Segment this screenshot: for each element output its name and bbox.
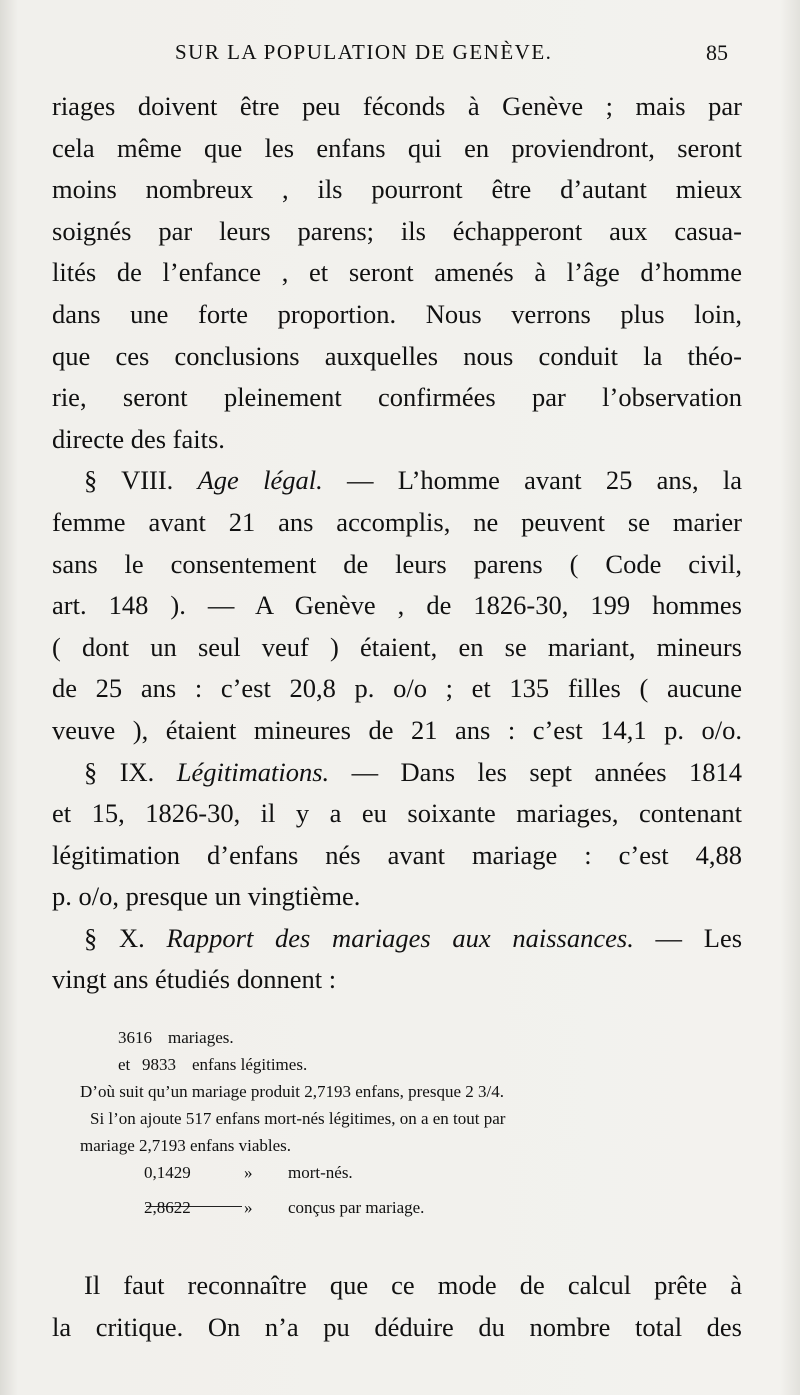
text-line: lités de l’enfance , et seront amenés à l’âge d’homme xyxy=(52,257,742,288)
text-line: légitimation d’enfans nés avant mariage : c’est 4,88 xyxy=(52,839,742,870)
text-line: et 15, 1826-30, il y a eu soixante mariages, contenant xyxy=(52,798,742,829)
calc-line xyxy=(80,1159,750,1186)
text-line: moins nombreux , ils pourront être d’autant mieux xyxy=(52,174,742,205)
section-first-text: — L’homme avant 25 ans, la xyxy=(347,465,743,496)
text-line: ( dont un seul veuf ) étaient, en se mariant, mineurs xyxy=(52,631,742,662)
text-line: riages doivent être peu féconds à Genève ; mais par xyxy=(52,91,742,121)
text-line: art. 148 ). — A Genève , de 1826-30, 199 hommes xyxy=(52,590,742,621)
running-title: SUR LA POPULATION DE GENÈVE. xyxy=(175,40,553,64)
calc-label: conçus par mariage. xyxy=(288,1198,425,1217)
calculation-block xyxy=(80,1024,750,1221)
section-heading-viii xyxy=(52,460,742,502)
section-mark: § VIII. xyxy=(84,465,174,496)
text-line: que ces conclusions auxquelles nous conduit la théo- xyxy=(52,340,742,371)
calc-ditto: » xyxy=(244,1198,253,1217)
calc-number: 9833 xyxy=(142,1055,176,1074)
section-heading-ix xyxy=(52,752,742,794)
section-mark: § IX. xyxy=(84,756,155,787)
text-line: soignés par leurs parens; ils échapperont aux casua- xyxy=(52,215,742,246)
text-line: rie, seront pleinement confirmées par l’observation xyxy=(52,382,742,413)
text-line: veuve ), étaient mineures de 21 ans : c’est 14,1 p. o/o. xyxy=(52,714,742,745)
calc-number: 0,1429 xyxy=(144,1163,191,1182)
section-heading-x xyxy=(52,918,742,960)
calc-prefix: et xyxy=(118,1055,131,1074)
section-title: Rapport des mariages aux naissances. xyxy=(166,922,634,953)
calc-line: mariage 2,7193 enfans viables. xyxy=(80,1136,292,1155)
body-text xyxy=(52,86,742,1001)
running-head xyxy=(0,40,800,80)
closing-text xyxy=(52,1265,742,1348)
text-line: cela même que les enfans qui en proviendront, seront xyxy=(52,132,742,163)
text-line: vingt ans étudiés donnent : xyxy=(52,964,337,995)
text-line: la critique. On n’a pu déduire du nombre total des xyxy=(52,1311,742,1342)
text-line: p. o/o, presque un vingtième. xyxy=(52,881,361,912)
text-line: directe des faits. xyxy=(52,423,225,454)
section-first-text: — Dans les sept années 1814 xyxy=(351,756,743,787)
section-title: Légitimations. xyxy=(176,756,330,787)
calc-line xyxy=(80,1024,750,1051)
text-line: Il faut reconnaître que ce mode de calcul prête à xyxy=(84,1270,742,1300)
calc-line xyxy=(80,1194,750,1221)
calc-number: 2,8622 xyxy=(144,1198,191,1217)
section-mark: § X. xyxy=(84,922,145,953)
section-title: Age légal. xyxy=(197,465,323,496)
page-number: 85 xyxy=(706,40,728,65)
calc-label: mort-nés. xyxy=(288,1163,353,1182)
calc-line: Si l’on ajoute 517 enfans mort-nés légitimes, on a en tout par xyxy=(90,1109,506,1128)
text-line: de 25 ans : c’est 20,8 p. o/o ; et 135 filles ( aucune xyxy=(52,673,742,704)
calc-number: 3616 xyxy=(118,1028,152,1047)
text-line: femme avant 21 ans accomplis, ne peuvent se marier xyxy=(52,506,742,537)
calc-line xyxy=(80,1051,750,1078)
section-first-text: — Les xyxy=(655,922,743,953)
calc-line: D’où suit qu’un mariage produit 2,7193 enfans, presque 2 3/4. xyxy=(80,1082,504,1101)
calc-label: mariages. xyxy=(168,1028,234,1047)
text-line: dans une forte proportion. Nous verrons plus loin, xyxy=(52,298,742,329)
calc-ditto: » xyxy=(244,1163,253,1182)
text-line: sans le consentement de leurs parens ( Code civil, xyxy=(52,548,742,579)
calc-label: enfans légitimes. xyxy=(192,1055,308,1074)
